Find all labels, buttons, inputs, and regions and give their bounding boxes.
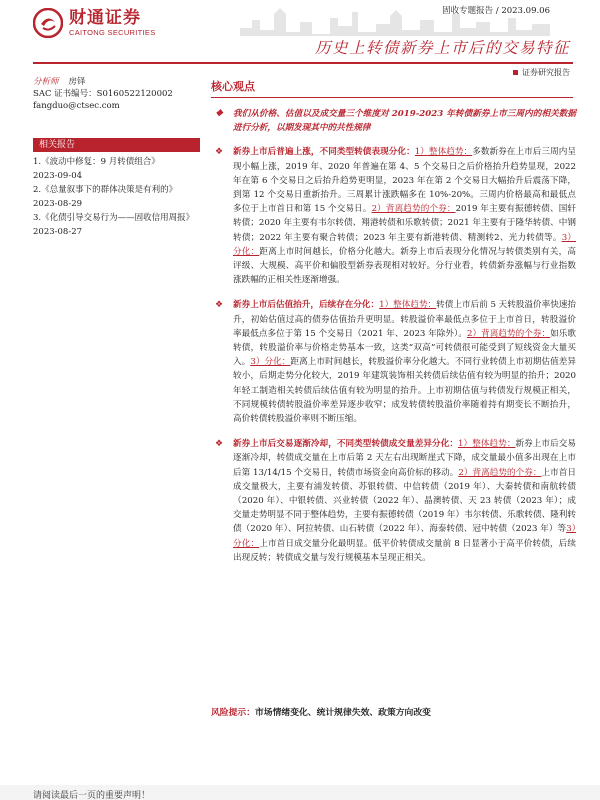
subpoint-text: 上市首日成交量极大，主要有浦发转债、苏银转债、中信转债（2019 年）、大秦转债和南航转债（2020 年）、中银转债、兴业转债（2022 年）、晶澳转债、天 23 转债（2023 年）；成交量走势明显不同于整体趋势，主要有振德转债（2019 年）韦尔转债、乐歌转债、隆利转债（2020 年）、阿拉转债、山石转债（2022 年）、海泰转债、冠中转债（2023 年）等	[233, 467, 576, 535]
subpoint-head: 3）分化：	[233, 232, 576, 257]
paragraph-lead: 新券上市后交易逐渐冷却，不同类型转债成交量差异分化：	[233, 439, 459, 450]
report-header	[0, 0, 600, 62]
page-title: 历史上转债新券上市后的交易特征	[314, 39, 570, 57]
diamond-bullet-icon: ❖	[215, 439, 224, 450]
intro-paragraph	[211, 107, 576, 135]
logo-cn: 财通证券	[69, 8, 141, 28]
analyst-sac: SAC 证书编号：S0160522120002	[33, 89, 173, 99]
related-report-title: 1.《波动中修复：9 月转债组合》	[33, 157, 160, 167]
related-report-item[interactable]	[33, 156, 200, 183]
subpoint-text: 上市首日成交量分化最明显。低平价转债成交量前 8 日显著小于高平价转债，后续出现反转；转债成交量与发行规模基本呈现正相关。	[233, 538, 576, 563]
diamond-bullet-icon: ❖	[215, 147, 224, 158]
report-type-tag	[513, 67, 570, 78]
related-reports-heading: 相关报告	[33, 138, 200, 152]
subpoint-text: 2019 年主要有振德转债、国轩转债；2020 年主要有韦尔转债、翔港转债和乐歌转债；2021 年主要有于隆华转债、中钢转债；2022 年主要有聚合转债；2023 年主要有新港转债、精测转2、光力转债等。	[233, 204, 576, 243]
subpoint-head: 1）整体趋势：	[379, 300, 437, 311]
subpoint-head: 3）分化：	[233, 524, 576, 549]
company-logo	[33, 8, 156, 38]
analyst-block	[33, 76, 198, 112]
subpoint-text: 多数新券在上市后三周内呈现小幅上涨，2019 年、2020 年普遍在第 4、5 个交易日之后价格抬升趋势显现，2022 年在第 6 个交易日之后抬升趋势更明显，2023 年在第 2 个交易日大幅抬升后震荡下降，到第 12 个交易日重新抬升。三周累计涨跌幅多在 10%-20%。三周内价格最高和最低点多位于上市首日和第 15 个交易日。	[233, 147, 576, 215]
subpoint-text: 距离上市时间越长，价格分化越大。新券上市后表现分化情况与转债类别有关，高评级、大规模、高平价和偏股型新券表现相对较好。分行业看，转债新券涨幅与行业指数涨跌幅的正相关性逐渐增强。	[233, 246, 576, 286]
related-report-item[interactable]	[33, 212, 200, 239]
risk-label: 风险提示：	[211, 708, 255, 718]
risk-text: 市场情绪变化、统计规律失效、政策方向改变	[255, 708, 431, 718]
subpoint-text: 距离上市时间越长，转股溢价率分化越大。不同行业转债上市初期估值差异较小，后期走势分化较大，2019 年建筑装饰相关转债后续估值有较为明显的抬升；2020 年轻工制造相关转债后续估值有较为明显的抬升。上市初期估值与转债发行规模正相关，不同规模转债转股溢价率差异逐步收窄；成发转债转股溢价率随着持有期变长不断抬升，高价转债转股溢价率则不断压缩。	[233, 357, 576, 425]
logo-en: CAITONG SECURITIES	[69, 28, 156, 37]
subpoint-head: 1）整体趋势：	[414, 147, 473, 158]
logo-mark-icon	[33, 8, 63, 38]
related-report-item[interactable]	[33, 184, 200, 211]
subpoint-head: 3）分化：	[250, 357, 291, 368]
related-report-title: 3.《化债引导交易行为——固收信用周报》	[33, 213, 195, 223]
diamond-bullet-icon: ❖	[215, 300, 224, 311]
subpoint-head: 1）整体趋势：	[458, 439, 516, 450]
related-report-date: 2023-08-29	[33, 198, 83, 209]
square-bullet-icon	[513, 70, 518, 75]
valuation-paragraph	[211, 298, 576, 426]
price-paragraph	[211, 145, 576, 287]
analyst-name: 房铎	[68, 77, 86, 87]
related-report-date: 2023-08-27	[33, 226, 83, 237]
paragraph-lead: 新券上市后估值抬升，后续存在分化：	[233, 300, 380, 311]
analyst-role: 分析师	[33, 77, 59, 87]
header-divider	[33, 62, 573, 64]
subpoint-text: 如乐歌转债，转股溢价率与价格走势基本一致，这类“双高”可转债很可能受到了短线资金大量买入。	[233, 328, 576, 368]
related-report-date: 2023-09-04	[33, 170, 83, 181]
volume-paragraph	[211, 437, 576, 565]
core-views-section	[211, 78, 576, 565]
subpoint-text: 新券上市后交易逐渐冷却，转债成交量在上市后第 2 天左右出现断崖式下降，成交量最小值多出现在上市后第 13/14/15 个交易日，转债市场资金向高价标的移动。	[233, 439, 576, 478]
footer-disclaimer: 请阅读最后一页的重要声明！	[33, 791, 151, 800]
subpoint-text: 转债上市后前 5 天转股溢价率快速抬升，初始估值过高的债券估值抬升更明显。转股溢价率最低点多位于上市首日，转股溢价率最低点多位于第 15 个交易日（2021 年、2023 年除外）。	[233, 300, 577, 339]
paragraph-lead: 新券上市后普遍上涨，不同类型转债表现分化：	[233, 147, 415, 158]
intro-text: 我们从价格、估值以及成交量三个维度对 2019-2023 年转债新券上市三周内的相关数据进行分析，以期发现其中的共性规律	[233, 109, 576, 134]
report-type-label: 证券研究报告	[522, 68, 570, 77]
analyst-email[interactable]: fangduo@ctsec.com	[33, 101, 120, 111]
subpoint-head: 2）背离趋势的个券：	[458, 467, 542, 478]
subpoint-head: 2）背离趋势的个券：	[466, 328, 551, 339]
diamond-bullet-icon: ❖	[215, 109, 224, 119]
risk-warning	[211, 705, 431, 718]
report-meta: 固收专题报告 / 2023.09.06	[442, 6, 550, 16]
section-heading: 核心观点	[211, 78, 573, 98]
related-report-title: 2.《总量叙事下的群体决策是有利的》	[33, 185, 178, 195]
related-reports	[33, 138, 200, 240]
subpoint-head: 2）背离趋势的个券：	[371, 204, 456, 215]
